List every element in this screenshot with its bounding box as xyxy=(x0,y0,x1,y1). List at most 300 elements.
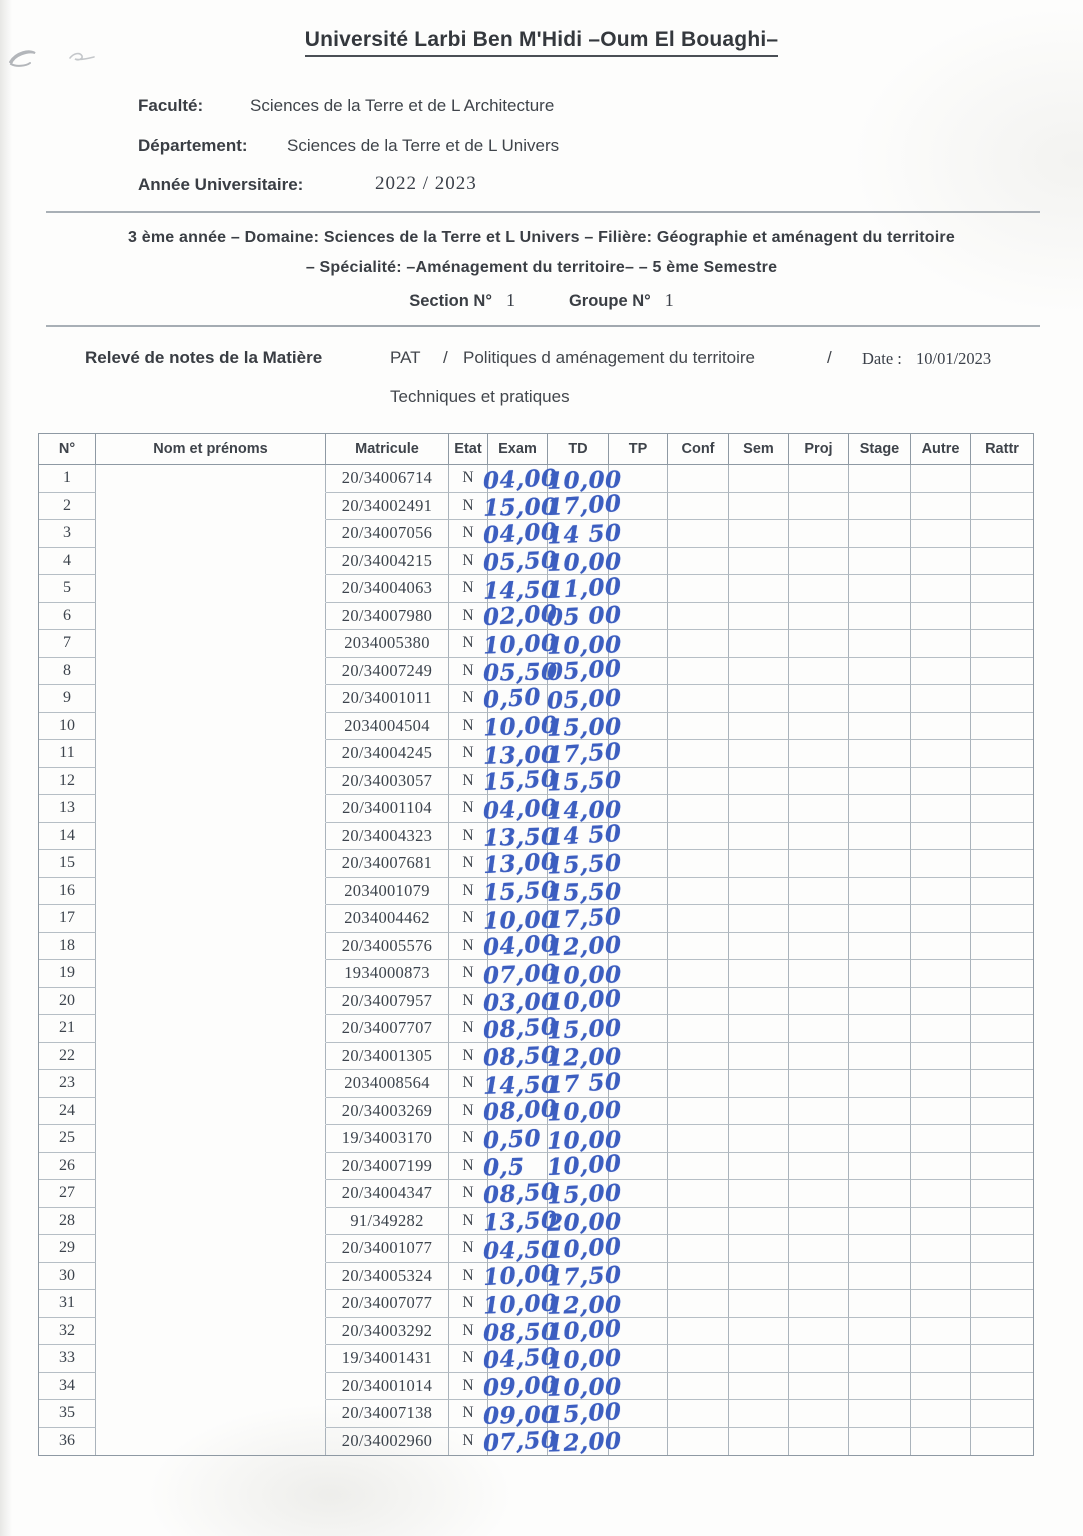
faculte-value: Sciences de la Terre et de L Architecture xyxy=(250,96,555,115)
sem-cell xyxy=(729,1290,789,1318)
sem-cell xyxy=(729,465,789,493)
row-number-cell: 36 xyxy=(39,1428,96,1456)
stage-cell xyxy=(849,685,911,713)
matricule-cell: 20/34007681 xyxy=(326,850,449,878)
table-row xyxy=(39,548,1033,576)
conf-cell xyxy=(668,465,729,493)
exam-grade-handwritten: 08,50 xyxy=(482,1318,558,1348)
student-name-cell xyxy=(96,1373,326,1401)
table-row xyxy=(39,713,1033,741)
proj-cell xyxy=(789,493,849,521)
rattr-cell xyxy=(971,603,1033,631)
td-grade-handwritten: 15,50 xyxy=(546,849,623,880)
stage-cell xyxy=(849,1318,911,1346)
exam-grade-handwritten: 09,00 xyxy=(482,1400,558,1430)
rattr-cell xyxy=(971,1428,1033,1456)
stage-cell xyxy=(849,988,911,1016)
exam-grade-handwritten: 04,50 xyxy=(482,1342,559,1374)
sem-cell xyxy=(729,630,789,658)
proj-cell xyxy=(789,1015,849,1043)
td-grade-cell xyxy=(546,878,622,908)
sem-cell xyxy=(729,493,789,521)
td-grade-handwritten: 12,00 xyxy=(546,1427,623,1458)
exam-grade-handwritten: 10,00 xyxy=(482,1260,559,1292)
module-subtitle: Techniques et pratiques xyxy=(390,387,570,406)
rattr-cell xyxy=(971,1153,1033,1181)
sem-cell xyxy=(729,850,789,878)
matricule-cell: 20/34007249 xyxy=(326,658,449,686)
autre-cell xyxy=(911,493,971,521)
etat-cell: N xyxy=(449,795,488,823)
exam-grade-cell xyxy=(482,740,558,770)
exam-grade-cell xyxy=(482,1095,559,1127)
table-row xyxy=(39,1290,1033,1318)
conf-cell xyxy=(668,1180,729,1208)
matricule-cell: 19/34001431 xyxy=(326,1345,449,1373)
autre-cell xyxy=(911,933,971,961)
conf-cell xyxy=(668,795,729,823)
row-number-cell: 23 xyxy=(39,1070,96,1098)
row-number-cell: 35 xyxy=(39,1400,96,1428)
td-grade-cell xyxy=(546,1344,623,1375)
conf-cell xyxy=(668,1070,729,1098)
rattr-cell xyxy=(971,1015,1033,1043)
stage-cell xyxy=(849,1235,911,1263)
proj-cell xyxy=(789,1098,849,1126)
matricule-cell: 20/34005324 xyxy=(326,1263,449,1291)
row-number-cell: 10 xyxy=(39,713,96,741)
conf-cell xyxy=(668,1400,729,1428)
exam-grade-cell xyxy=(482,711,559,742)
td-grade-cell xyxy=(546,1179,623,1210)
table-rows xyxy=(39,464,1033,1458)
slash-separator-1: / xyxy=(443,348,448,367)
stage-cell xyxy=(849,795,911,823)
proj-cell xyxy=(789,878,849,906)
rattr-cell xyxy=(971,1290,1033,1318)
table-row xyxy=(39,1397,1033,1430)
td-grade-handwritten: 10,00 xyxy=(546,1373,622,1403)
table-row xyxy=(39,655,1033,688)
groupe-label: Groupe N° xyxy=(568,292,651,310)
table-row xyxy=(39,795,1033,823)
conf-cell xyxy=(668,603,729,631)
matricule-cell: 20/34004347 xyxy=(326,1180,449,1208)
exam-grade-handwritten: 10,00 xyxy=(482,711,559,742)
td-grade-cell xyxy=(546,737,623,769)
table-row xyxy=(39,1125,1033,1153)
etat-cell: N xyxy=(449,1098,488,1126)
td-grade-handwritten: 17,00 xyxy=(546,490,623,522)
autre-cell xyxy=(911,795,971,823)
td-grade-handwritten: 14,00 xyxy=(546,795,622,825)
annee-value: 2022 / 2023 xyxy=(375,173,477,194)
row-number-cell: 19 xyxy=(39,960,96,988)
row-number-cell: 34 xyxy=(39,1373,96,1401)
exam-grade-cell xyxy=(482,1400,558,1430)
conf-cell xyxy=(668,1428,729,1456)
table-row xyxy=(39,1208,1033,1236)
proj-cell xyxy=(789,1345,849,1373)
stage-cell xyxy=(849,1125,911,1153)
exam-grade-cell xyxy=(482,1425,559,1457)
conf-cell xyxy=(668,1373,729,1401)
etat-cell: N xyxy=(449,465,488,493)
td-grade-cell xyxy=(546,985,623,1017)
conf-cell xyxy=(668,1125,729,1153)
conf-cell xyxy=(668,905,729,933)
proj-cell xyxy=(789,1290,849,1318)
conf-cell xyxy=(668,1098,729,1126)
sem-cell xyxy=(729,603,789,631)
row-number-cell: 5 xyxy=(39,575,96,603)
td-grade-handwritten: 17,50 xyxy=(546,902,623,934)
stage-cell xyxy=(849,878,911,906)
matricule-cell: 20/34001014 xyxy=(326,1373,449,1401)
proj-cell xyxy=(789,658,849,686)
td-grade-handwritten: 20,00 xyxy=(546,1208,622,1238)
exam-grade-handwritten: 05,50 xyxy=(482,546,559,577)
td-grade-handwritten: 10,00 xyxy=(546,985,623,1017)
etat-cell: N xyxy=(449,850,488,878)
proj-cell xyxy=(789,603,849,631)
student-name-cell xyxy=(96,465,326,493)
matricule-cell: 19/34003170 xyxy=(326,1125,449,1153)
row-number-cell: 6 xyxy=(39,603,96,631)
proj-cell xyxy=(789,575,849,603)
date-value: 10/01/2023 xyxy=(916,349,992,368)
student-name-cell xyxy=(96,713,326,741)
sem-cell xyxy=(729,1015,789,1043)
exam-grade-cell xyxy=(482,1012,559,1044)
row-number-cell: 11 xyxy=(39,740,96,768)
etat-cell: N xyxy=(449,1428,488,1456)
stage-cell xyxy=(849,1208,911,1236)
autre-cell xyxy=(911,1043,971,1071)
student-name-cell xyxy=(96,630,326,658)
stage-cell xyxy=(849,1070,911,1098)
td-grade-handwritten: 17,50 xyxy=(546,737,623,769)
matricule-cell: 20/34001305 xyxy=(326,1043,449,1071)
col-header-exam: Exam xyxy=(488,434,548,465)
conf-cell xyxy=(668,740,729,768)
student-name-cell xyxy=(96,905,326,933)
autre-cell xyxy=(911,1318,971,1346)
etat-cell: N xyxy=(449,1318,488,1346)
proj-cell xyxy=(789,1070,849,1098)
matricule-cell: 20/34007138 xyxy=(326,1400,449,1428)
td-grade-handwritten: 10,00 xyxy=(546,960,622,990)
autre-cell xyxy=(911,1290,971,1318)
td-grade-cell xyxy=(546,795,622,825)
exam-grade-cell xyxy=(482,1041,559,1072)
rattr-cell xyxy=(971,575,1033,603)
table-row xyxy=(39,685,1033,713)
matricule-cell: 20/34004063 xyxy=(326,575,449,603)
stage-cell xyxy=(849,493,911,521)
student-name-cell xyxy=(96,1070,326,1098)
etat-cell: N xyxy=(449,905,488,933)
stage-cell xyxy=(849,1263,911,1291)
conf-cell xyxy=(668,1208,729,1236)
row-number-cell: 3 xyxy=(39,520,96,548)
exam-grade-handwritten: 07,00 xyxy=(482,959,559,990)
stage-cell xyxy=(849,823,911,851)
stage-cell xyxy=(849,1373,911,1401)
sem-cell xyxy=(729,685,789,713)
stage-cell xyxy=(849,1400,911,1428)
exam-grade-handwritten: 05,50 xyxy=(482,658,558,688)
etat-cell: N xyxy=(449,1373,488,1401)
exam-grade-handwritten: 02,00 xyxy=(482,600,559,632)
sem-cell xyxy=(729,1428,789,1456)
conf-cell xyxy=(668,768,729,796)
rattr-cell xyxy=(971,1098,1033,1126)
stage-cell xyxy=(849,740,911,768)
td-grade-cell xyxy=(546,655,623,687)
conf-cell xyxy=(668,1235,729,1263)
exam-grade-cell xyxy=(482,1206,559,1237)
exam-grade-handwritten: 07,50 xyxy=(482,1425,559,1457)
table-row xyxy=(39,1150,1033,1182)
section-number: 1 xyxy=(505,290,515,310)
exam-grade-handwritten: 0,5 xyxy=(482,1153,525,1182)
row-number-cell: 15 xyxy=(39,850,96,878)
exam-grade-cell xyxy=(482,1153,548,1182)
table-row xyxy=(39,1043,1033,1071)
proj-cell xyxy=(789,465,849,493)
col-header-numero: N° xyxy=(39,434,96,465)
matricule-cell: 2034008564 xyxy=(326,1070,449,1098)
student-name-cell xyxy=(96,548,326,576)
matricule-cell: 20/34007980 xyxy=(326,603,449,631)
rattr-cell xyxy=(971,850,1033,878)
conf-cell xyxy=(668,1263,729,1291)
row-number-cell: 24 xyxy=(39,1098,96,1126)
groupe-number: 1 xyxy=(664,290,674,310)
row-number-cell: 13 xyxy=(39,795,96,823)
rattr-cell xyxy=(971,960,1033,988)
conf-cell xyxy=(668,575,729,603)
td-grade-handwritten: 15,50 xyxy=(546,878,622,908)
proj-cell xyxy=(789,988,849,1016)
matricule-cell: 2034004462 xyxy=(326,905,449,933)
proj-cell xyxy=(789,713,849,741)
conf-cell xyxy=(668,878,729,906)
col-header-stage: Stage xyxy=(849,434,911,465)
autre-cell xyxy=(911,905,971,933)
autre-cell xyxy=(911,1125,971,1153)
rattr-cell xyxy=(971,1235,1033,1263)
etat-cell: N xyxy=(449,1235,488,1263)
exam-grade-cell xyxy=(482,600,559,632)
matricule-cell: 20/34003292 xyxy=(326,1318,449,1346)
row-number-cell: 27 xyxy=(39,1180,96,1208)
rattr-cell xyxy=(971,1345,1033,1373)
program-line-1: 3 ème année – Domaine: Sciences de la Terre et L Univers – Filière: Géographie et aménagent du territoire xyxy=(128,229,955,246)
stage-cell xyxy=(849,768,911,796)
matricule-cell: 20/34001011 xyxy=(326,685,449,713)
sem-cell xyxy=(729,960,789,988)
conf-cell xyxy=(668,713,729,741)
sem-cell xyxy=(729,905,789,933)
etat-cell: N xyxy=(449,1263,488,1291)
matricule-cell: 1934000873 xyxy=(326,960,449,988)
exam-grade-handwritten: 04,50 xyxy=(482,1235,558,1265)
rattr-cell xyxy=(971,1373,1033,1401)
table-row xyxy=(39,517,1033,550)
col-header-tp: TP xyxy=(609,434,668,465)
rattr-cell xyxy=(971,1400,1033,1428)
exam-grade-cell xyxy=(482,517,559,549)
exam-grade-handwritten: 14,50 xyxy=(482,575,558,605)
col-header-etat: Etat xyxy=(449,434,488,465)
divider-line-top xyxy=(46,211,1040,213)
proj-cell xyxy=(789,520,849,548)
td-grade-cell xyxy=(546,1261,623,1292)
sem-cell xyxy=(729,658,789,686)
table-row xyxy=(39,847,1033,880)
etat-cell: N xyxy=(449,548,488,576)
row-number-cell: 9 xyxy=(39,685,96,713)
module-code: PAT xyxy=(390,348,421,367)
conf-cell xyxy=(668,1345,729,1373)
autre-cell xyxy=(911,1428,971,1456)
student-name-cell xyxy=(96,1290,326,1318)
exam-grade-cell xyxy=(482,658,558,688)
rattr-cell xyxy=(971,493,1033,521)
td-grade-handwritten: 15,00 xyxy=(546,1397,623,1429)
td-grade-handwritten: 15,00 xyxy=(546,1014,623,1045)
sem-cell xyxy=(729,1400,789,1428)
matricule-cell: 20/34003269 xyxy=(326,1098,449,1126)
matricule-cell: 20/34003057 xyxy=(326,768,449,796)
table-row xyxy=(39,1315,1033,1348)
autre-cell xyxy=(911,658,971,686)
rattr-cell xyxy=(971,1208,1033,1236)
exam-grade-cell xyxy=(482,930,559,962)
conf-cell xyxy=(668,630,729,658)
stage-cell xyxy=(849,1015,911,1043)
proj-cell xyxy=(789,823,849,851)
proj-cell xyxy=(789,795,849,823)
row-number-cell: 30 xyxy=(39,1263,96,1291)
student-name-cell xyxy=(96,960,326,988)
td-grade-cell xyxy=(546,1096,623,1127)
autre-cell xyxy=(911,1345,971,1373)
student-name-cell xyxy=(96,1235,326,1263)
proj-cell xyxy=(789,960,849,988)
col-header-td: TD xyxy=(548,434,609,465)
row-number-cell: 21 xyxy=(39,1015,96,1043)
rattr-cell xyxy=(971,1180,1033,1208)
table-row xyxy=(39,737,1033,770)
autre-cell xyxy=(911,1180,971,1208)
autre-cell xyxy=(911,1098,971,1126)
etat-cell: N xyxy=(449,1015,488,1043)
rattr-cell xyxy=(971,768,1033,796)
td-grade-cell xyxy=(546,601,623,632)
td-grade-handwritten: 15,00 xyxy=(546,1179,623,1210)
td-grade-cell xyxy=(546,1290,622,1320)
td-grade-cell xyxy=(546,820,623,852)
td-grade-handwritten: 17 50 xyxy=(546,1067,623,1099)
exam-grade-handwritten: 15,00 xyxy=(482,493,558,523)
exam-grade-cell xyxy=(482,575,558,605)
td-grade-cell xyxy=(546,1125,622,1155)
exam-grade-cell xyxy=(482,1318,558,1348)
row-number-cell: 31 xyxy=(39,1290,96,1318)
sem-cell xyxy=(729,1373,789,1401)
exam-grade-handwritten: 15,50 xyxy=(482,765,559,797)
student-name-cell xyxy=(96,850,326,878)
conf-cell xyxy=(668,548,729,576)
matricule-cell: 20/34004323 xyxy=(326,823,449,851)
table-row xyxy=(39,1095,1033,1127)
program-line-2: – Spécialité: –Aménagement du territoire– – 5 ème Semestre xyxy=(305,259,778,276)
exam-grade-handwritten: 09,00 xyxy=(482,1371,559,1402)
exam-grade-cell xyxy=(482,1177,559,1209)
td-grade-handwritten: 05,00 xyxy=(546,655,623,687)
matricule-cell: 20/34005576 xyxy=(326,933,449,961)
row-number-cell: 22 xyxy=(39,1043,96,1071)
etat-cell: N xyxy=(449,658,488,686)
td-grade-cell xyxy=(546,490,623,522)
proj-cell xyxy=(789,1373,849,1401)
etat-cell: N xyxy=(449,768,488,796)
faculte-label: Faculté: xyxy=(138,96,204,115)
rattr-cell xyxy=(971,658,1033,686)
td-grade-handwritten: 15,50 xyxy=(546,766,623,797)
student-name-cell xyxy=(96,988,326,1016)
etat-cell: N xyxy=(449,933,488,961)
row-number-cell: 14 xyxy=(39,823,96,851)
slash-separator-2: / xyxy=(827,348,832,367)
td-grade-cell xyxy=(546,572,623,604)
section-label: Section N° xyxy=(409,292,492,310)
td-grade-cell xyxy=(546,1232,623,1264)
autre-cell xyxy=(911,850,971,878)
table-row xyxy=(39,630,1033,658)
date-label: Date : xyxy=(862,349,902,368)
student-name-cell xyxy=(96,795,326,823)
autre-cell xyxy=(911,548,971,576)
td-grade-cell xyxy=(546,960,622,990)
exam-grade-cell xyxy=(482,1371,559,1402)
td-grade-handwritten: 17,50 xyxy=(546,1261,623,1292)
matricule-cell: 2034005380 xyxy=(326,630,449,658)
exam-grade-handwritten: 08,50 xyxy=(482,1177,559,1209)
table-row xyxy=(39,1177,1033,1210)
table-row xyxy=(39,765,1033,797)
autre-cell xyxy=(911,1263,971,1291)
proj-cell xyxy=(789,1180,849,1208)
td-grade-cell xyxy=(546,548,622,578)
row-number-cell: 16 xyxy=(39,878,96,906)
conf-cell xyxy=(668,1318,729,1346)
row-number-cell: 25 xyxy=(39,1125,96,1153)
sem-cell xyxy=(729,1098,789,1126)
student-name-cell xyxy=(96,768,326,796)
table-row xyxy=(39,572,1033,605)
etat-cell: N xyxy=(449,1043,488,1071)
annee-label: Année Universitaire: xyxy=(138,175,304,194)
exam-grade-handwritten: 08,50 xyxy=(482,1012,559,1044)
td-grade-handwritten: 10,00 xyxy=(546,1096,623,1127)
student-name-cell xyxy=(96,1428,326,1456)
autre-cell xyxy=(911,1373,971,1401)
rattr-cell xyxy=(971,713,1033,741)
